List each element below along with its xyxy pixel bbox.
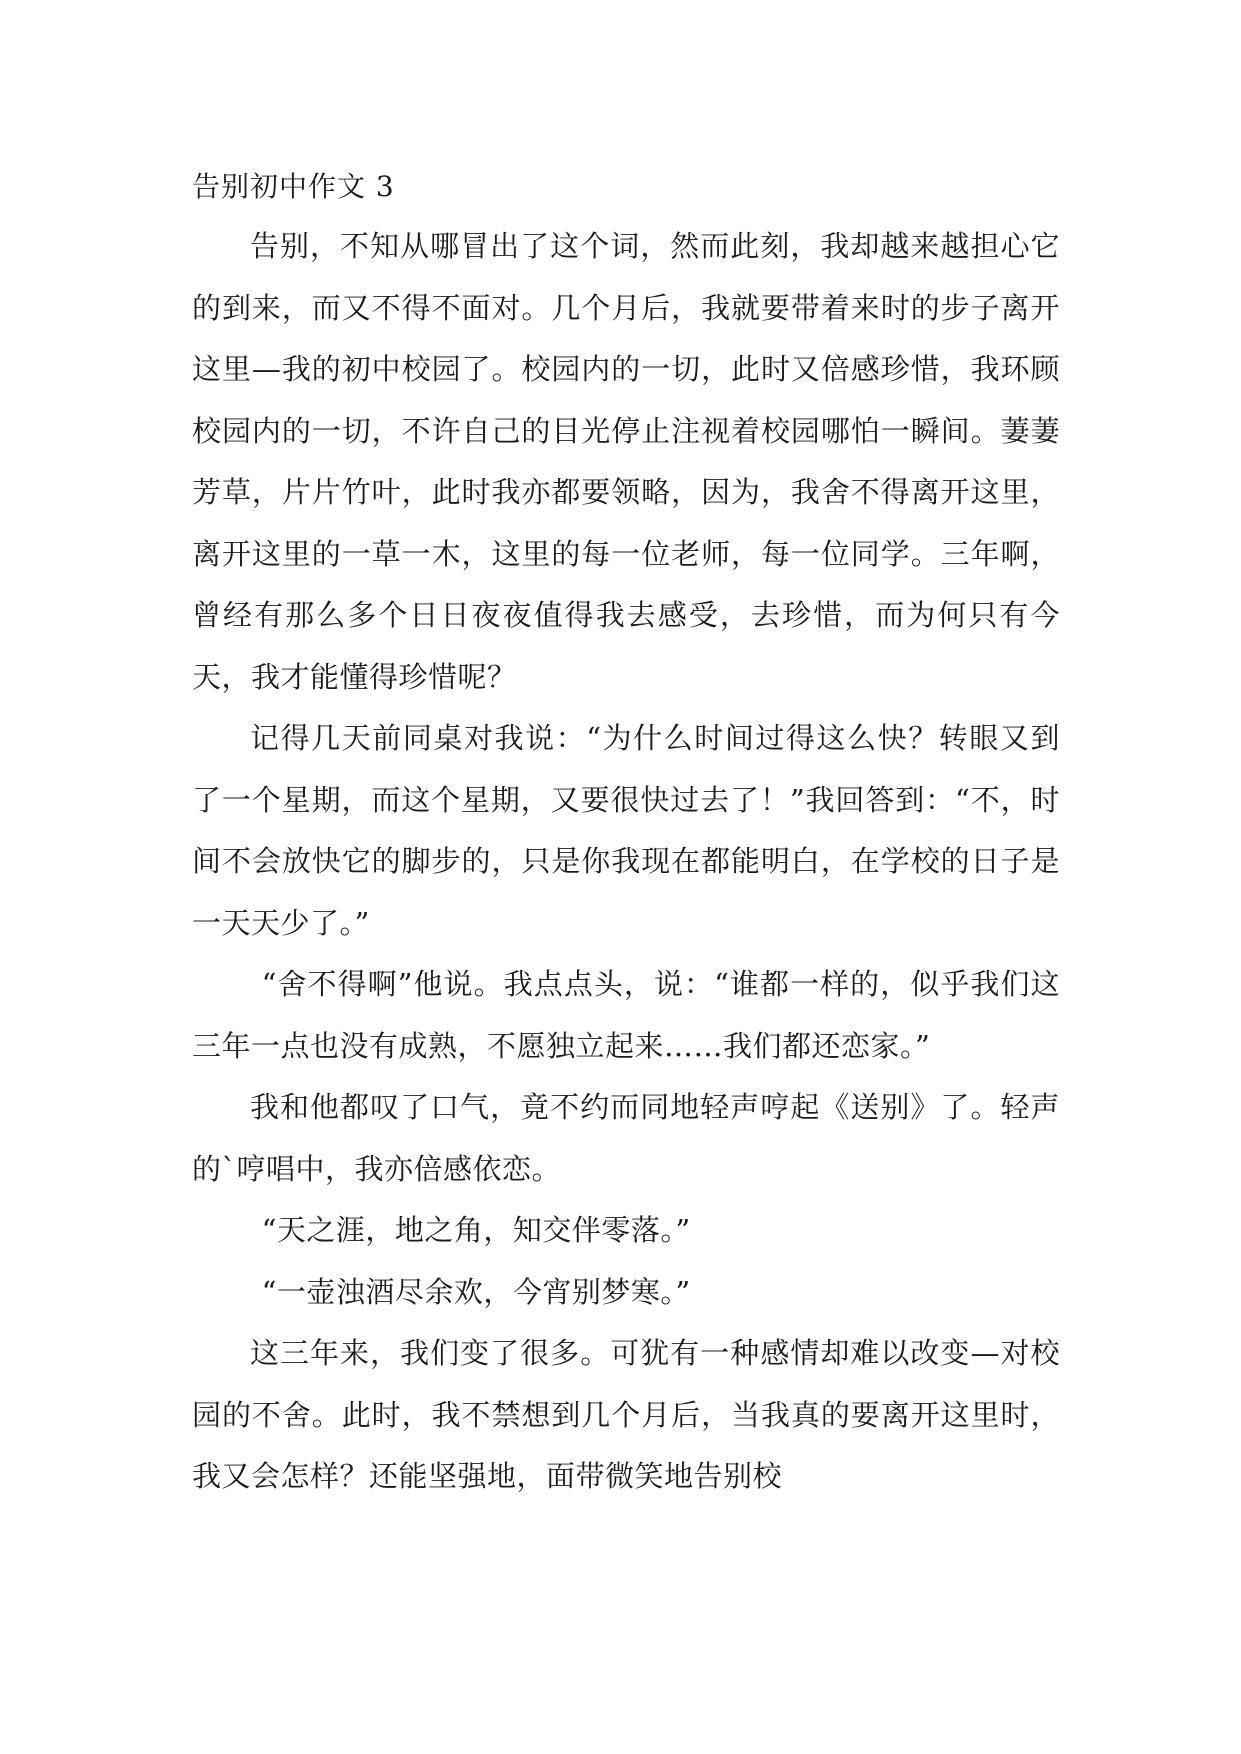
paragraph-5: “天之涯，地之角，知交伴零落。”: [261, 1213, 691, 1247]
paragraph-3: “舍不得啊”他说。我点点头，说：“谁都一样的，似乎我们这三年一点也没有成熟，不愿独立起来……我们都还恋家。”: [192, 967, 1060, 1063]
paragraph-1: 告别，不知从哪冒出了这个词，然而此刻，我却越来越担心它的到来，而又不得不面对。几个月后，我就要带着来时的步子离开这里—我的初中校园了。校园内的一切，此时又倍感珍惜，我环顾校园内的一切，不许自己的目光停止注视着校园哪怕一瞬间。萋萋芳草，片片竹叶，此时我亦都要领略，因为，我舍不得离开这里，离开这里的一草一木，这里的每一位老师，每一位同学。三年啊，曾经有那么多个日日夜夜值得我去感受，去珍惜，而为何只有今天，我才能懂得珍惜呢？: [192, 229, 1060, 694]
document-page: [192, 158, 1060, 1508]
paragraph-2: 记得几天前同桌对我说：“为什么时间过得这么快？转眼又到了一个星期，而这个星期，又要很快过去了！”我回答到：“不，时间不会放快它的脚步的，只是你我现在都能明白，在学校的日子是一天天少了。”: [192, 721, 1060, 940]
paragraph-4: 我和他都叹了口气，竟不约而同地轻声哼起《送别》了。轻声的`哼唱中，我亦倍感依恋。: [192, 1090, 1060, 1186]
document-title: 告别初中作文 3: [192, 170, 395, 203]
paragraph-7: 这三年来，我们变了很多。可犹有一种感情却难以改变—对校园的不舍。此时，我不禁想到几个月后，当我真的要离开这里时，我又会怎样？还能坚强地，面带微笑地告别校: [192, 1336, 1060, 1493]
paragraph-6: “一壶浊酒尽余欢，今宵别梦寒。”: [261, 1274, 691, 1309]
